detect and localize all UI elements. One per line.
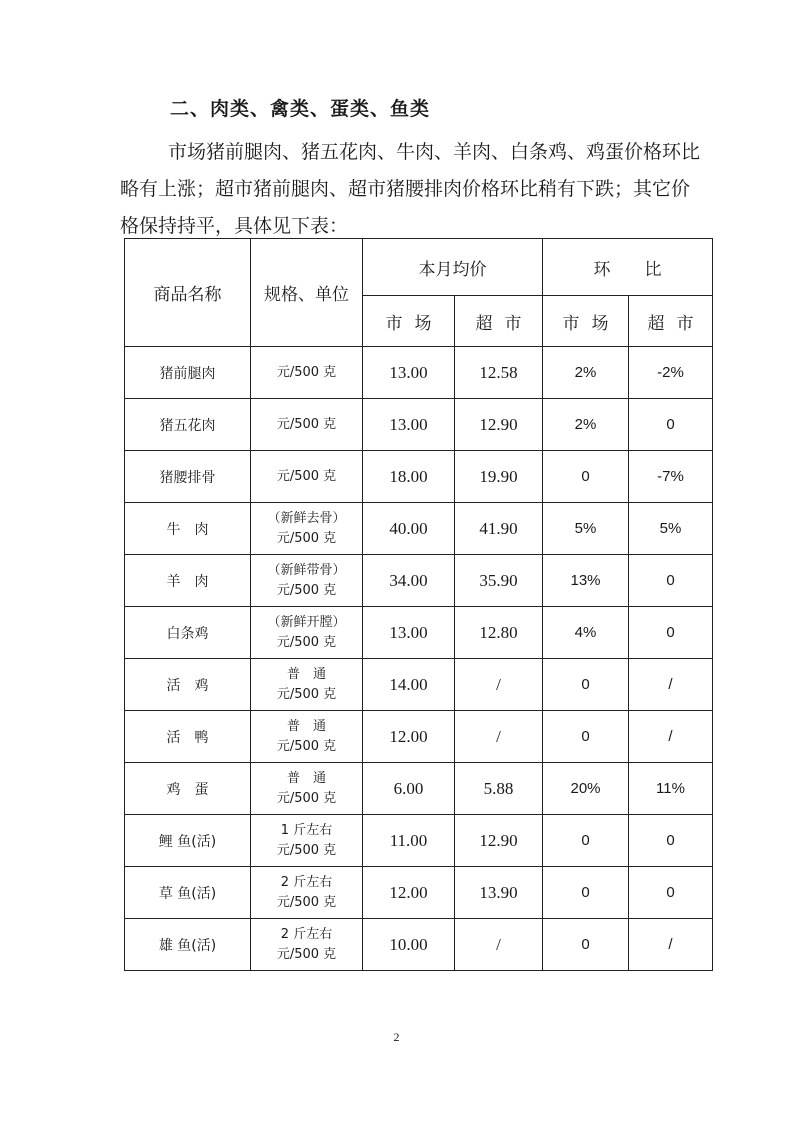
mom-market-cell: 0 (543, 867, 629, 919)
mom-market-cell: 4% (543, 607, 629, 659)
spec-unit-cell (251, 503, 363, 555)
market-price-cell: 12.00 (363, 867, 455, 919)
mom-supermarket-cell: 0 (629, 815, 713, 867)
spec-line: （新鲜去骨） (267, 510, 346, 526)
spec-line: 普 通 (286, 718, 326, 734)
table-row (125, 711, 713, 763)
mom-supermarket-cell: / (629, 659, 713, 711)
unit-line: 元/500 克 (276, 946, 337, 962)
spec-line: 2 斤左右 (280, 874, 333, 890)
mom-supermarket-cell: 11% (629, 763, 713, 815)
market-price-cell: 10.00 (363, 919, 455, 971)
mom-supermarket-cell: / (629, 711, 713, 763)
product-name-cell: 鸡 蛋 (125, 763, 251, 815)
spec-unit-cell (251, 763, 363, 815)
mom-market-cell: 13% (543, 555, 629, 607)
header-monthly-average-price: 本月均价 (363, 239, 543, 296)
spec-unit-cell (251, 451, 363, 503)
header-month-on-month: 环 比 (543, 239, 713, 296)
unit-line: 元/500 克 (276, 582, 337, 598)
spec-line: 普 通 (286, 666, 326, 682)
product-name-cell: 猪五花肉 (125, 399, 251, 451)
header-mom-market: 市场 (543, 296, 629, 347)
market-price-cell: 11.00 (363, 815, 455, 867)
product-name-cell: 羊 肉 (125, 555, 251, 607)
header-price-supermarket: 超市 (455, 296, 543, 347)
table-row (125, 919, 713, 971)
mom-market-cell: 20% (543, 763, 629, 815)
mom-market-cell: 2% (543, 347, 629, 399)
spec-unit-cell (251, 919, 363, 971)
unit-line: 元/500 克 (276, 686, 337, 702)
mom-supermarket-cell: 0 (629, 867, 713, 919)
table-row (125, 503, 713, 555)
mom-market-cell: 5% (543, 503, 629, 555)
mom-supermarket-cell: / (629, 919, 713, 971)
market-price-cell: 13.00 (363, 399, 455, 451)
product-name-cell: 草 鱼(活) (125, 867, 251, 919)
spec-line: 2 斤左右 (280, 926, 333, 942)
product-name-cell: 活 鸭 (125, 711, 251, 763)
spec-unit-cell (251, 815, 363, 867)
unit-line: 元/500 克 (276, 738, 337, 754)
mom-supermarket-cell: -7% (629, 451, 713, 503)
table-row (125, 607, 713, 659)
spec-unit-cell (251, 607, 363, 659)
product-name-cell: 猪前腿肉 (125, 347, 251, 399)
supermarket-price-cell: / (455, 711, 543, 763)
spec-unit-cell (251, 555, 363, 607)
section-heading: 二、肉类、禽类、蛋类、鱼类 (170, 98, 431, 120)
unit-line: 元/500 克 (276, 842, 337, 858)
table-row (125, 815, 713, 867)
header-mom-supermarket: 超市 (629, 296, 713, 347)
market-price-cell: 14.00 (363, 659, 455, 711)
market-price-cell: 12.00 (363, 711, 455, 763)
mom-market-cell: 0 (543, 451, 629, 503)
header-spec-unit: 规格、单位 (251, 239, 363, 347)
supermarket-price-cell: 41.90 (455, 503, 543, 555)
product-name-cell: 白条鸡 (125, 607, 251, 659)
mom-market-cell: 0 (543, 659, 629, 711)
mom-market-cell: 0 (543, 815, 629, 867)
table-row (125, 451, 713, 503)
supermarket-price-cell: / (455, 659, 543, 711)
spec-line: （新鲜带骨） (267, 562, 346, 578)
market-price-cell: 13.00 (363, 607, 455, 659)
supermarket-price-cell: / (455, 919, 543, 971)
price-table (124, 238, 713, 971)
supermarket-price-cell: 35.90 (455, 555, 543, 607)
mom-market-cell: 2% (543, 399, 629, 451)
spec-unit-cell (251, 711, 363, 763)
supermarket-price-cell: 13.90 (455, 867, 543, 919)
mom-market-cell: 0 (543, 711, 629, 763)
spec-line: 元/500 克 (276, 364, 337, 380)
supermarket-price-cell: 12.80 (455, 607, 543, 659)
market-price-cell: 18.00 (363, 451, 455, 503)
product-name-cell: 活 鸡 (125, 659, 251, 711)
product-name-cell: 牛 肉 (125, 503, 251, 555)
header-product-name: 商品名称 (125, 239, 251, 347)
product-name-cell: 雄 鱼(活) (125, 919, 251, 971)
table-row (125, 763, 713, 815)
unit-line: 元/500 克 (276, 530, 337, 546)
spec-line: （新鲜开膛） (267, 614, 346, 630)
market-price-cell: 6.00 (363, 763, 455, 815)
supermarket-price-cell: 5.88 (455, 763, 543, 815)
summary-paragraph (120, 134, 700, 245)
mom-supermarket-cell: 0 (629, 399, 713, 451)
mom-market-cell: 0 (543, 919, 629, 971)
mom-supermarket-cell: 5% (629, 503, 713, 555)
table-row (125, 867, 713, 919)
table-row (125, 399, 713, 451)
page-number: 2 (393, 1030, 400, 1044)
market-price-cell: 34.00 (363, 555, 455, 607)
spec-line: 元/500 克 (276, 416, 337, 432)
supermarket-price-cell: 12.90 (455, 399, 543, 451)
market-price-cell: 40.00 (363, 503, 455, 555)
supermarket-price-cell: 12.90 (455, 815, 543, 867)
spec-unit-cell (251, 399, 363, 451)
table-row (125, 347, 713, 399)
spec-unit-cell (251, 659, 363, 711)
mom-supermarket-cell: 0 (629, 607, 713, 659)
unit-line: 元/500 克 (276, 790, 337, 806)
unit-line: 元/500 克 (276, 894, 337, 910)
spec-unit-cell (251, 347, 363, 399)
supermarket-price-cell: 12.58 (455, 347, 543, 399)
spec-line: 1 斤左右 (280, 822, 333, 838)
product-name-cell: 鲤 鱼(活) (125, 815, 251, 867)
header-price-market: 市场 (363, 296, 455, 347)
mom-supermarket-cell: -2% (629, 347, 713, 399)
market-price-cell: 13.00 (363, 347, 455, 399)
spec-unit-cell (251, 867, 363, 919)
spec-line: 元/500 克 (276, 468, 337, 484)
table-row (125, 659, 713, 711)
spec-line: 普 通 (286, 770, 326, 786)
unit-line: 元/500 克 (276, 634, 337, 650)
product-name-cell: 猪腰排骨 (125, 451, 251, 503)
mom-supermarket-cell: 0 (629, 555, 713, 607)
supermarket-price-cell: 19.90 (455, 451, 543, 503)
table-row (125, 555, 713, 607)
summary-text: 市场猪前腿肉、猪五花肉、牛肉、羊肉、白条鸡、鸡蛋价格环比略有上涨；超市猪前腿肉、超市猪腰排肉价格环比稍有下跌；其它价格保持持平，具体见下表： (120, 141, 701, 237)
